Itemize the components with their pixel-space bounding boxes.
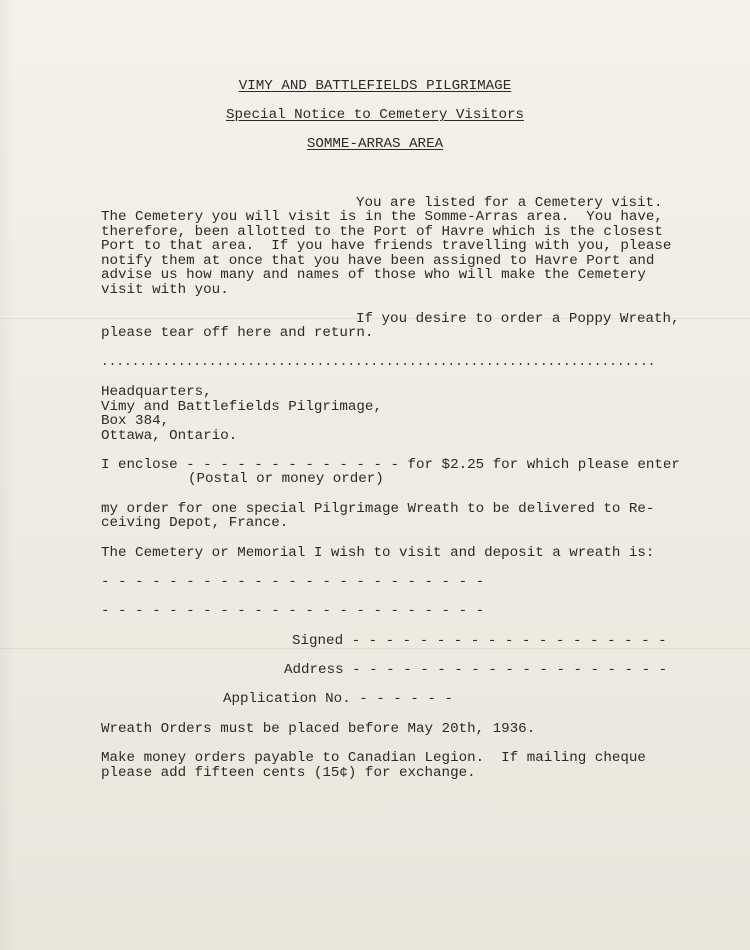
- document-subtitle: Special Notice to Cemetery Visitors: [226, 107, 524, 123]
- enclose-line: I enclose - - - - - - - - - - - - - for $2.25 for which please enter: [101, 457, 680, 473]
- address-line: Box 384,: [101, 413, 170, 429]
- cemetery-blank-line: - - - - - - - - - - - - - - - - - - - - - - -: [101, 603, 485, 619]
- address-field: Address - - - - - - - - - - - - - - - - - - -: [284, 662, 668, 678]
- order-line: ceiving Depot, France.: [101, 515, 289, 531]
- intro-line: The Cemetery you will visit is in the Somme-Arras area. You have,: [101, 209, 663, 225]
- tear-off-dotted-line: ........................................................................: [101, 355, 656, 369]
- address-line: Headquarters,: [101, 384, 212, 400]
- tear-notice-line: If you desire to order a Poppy Wreath,: [356, 311, 680, 327]
- intro-line: notify them at once that you have been assigned to Havre Port and: [101, 253, 655, 269]
- tear-notice-line: please tear off here and return.: [101, 325, 374, 341]
- document-title: VIMY AND BATTLEFIELDS PILGRIMAGE: [238, 78, 512, 94]
- intro-line: Port to that area. If you have friends travelling with you, please: [101, 238, 672, 254]
- application-number-field: Application No. - - - - - -: [223, 691, 453, 707]
- enclose-note: (Postal or money order): [188, 471, 384, 487]
- signed-field: Signed - - - - - - - - - - - - - - - - - - -: [292, 633, 667, 649]
- cemetery-line: The Cemetery or Memorial I wish to visit and deposit a wreath is:: [101, 545, 655, 561]
- intro-line: therefore, been allotted to the Port of Havre which is the closest: [101, 224, 663, 240]
- intro-line: advise us how many and names of those who will make the Cemetery: [101, 267, 646, 283]
- intro-line: You are listed for a Cemetery visit.: [356, 195, 663, 211]
- address-line: Ottawa, Ontario.: [101, 428, 238, 444]
- cemetery-blank-line: - - - - - - - - - - - - - - - - - - - - - - -: [101, 574, 485, 590]
- intro-line: visit with you.: [101, 282, 229, 298]
- order-line: my order for one special Pilgrimage Wreath to be delivered to Re-: [101, 501, 655, 517]
- deadline-notice: Wreath Orders must be placed before May 20th, 1936.: [101, 721, 536, 737]
- payment-line: please add fifteen cents (15¢) for exchange.: [101, 765, 476, 781]
- payment-line: Make money orders payable to Canadian Legion. If mailing cheque: [101, 750, 646, 766]
- address-line: Vimy and Battlefields Pilgrimage,: [101, 399, 382, 415]
- area-heading: SOMME-ARRAS AREA: [306, 136, 444, 152]
